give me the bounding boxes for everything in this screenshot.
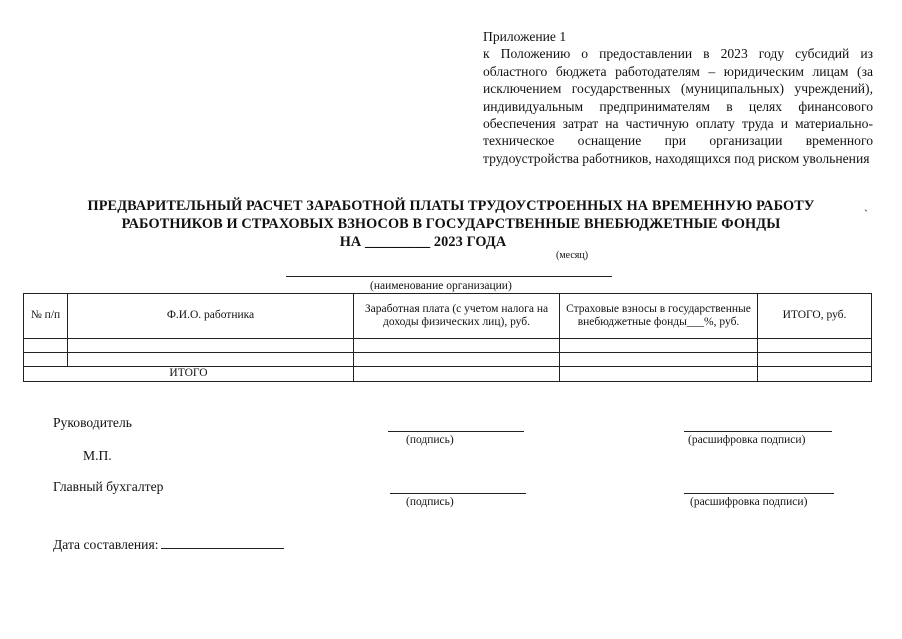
title-line-2: РАБОТНИКОВ И СТРАХОВЫХ ВЗНОСОВ В ГОСУДАРСТВЕННЫЕ ВНЕБЮДЖЕТНЫЕ ФОНДЫ xyxy=(121,216,781,232)
table-cell[interactable] xyxy=(354,339,560,353)
table-cell[interactable] xyxy=(354,353,560,367)
table-cell[interactable] xyxy=(68,339,354,353)
header-number: № п/п xyxy=(24,294,68,339)
appendix-block xyxy=(483,28,873,167)
accountant-decoding-line[interactable] xyxy=(684,493,834,494)
accountant-decoding-note: (расшифровка подписи) xyxy=(690,496,808,508)
document-title xyxy=(0,197,902,251)
table-cell[interactable] xyxy=(560,353,758,367)
total-contributions-cell[interactable] xyxy=(560,367,758,382)
table-cell[interactable] xyxy=(24,339,68,353)
date-row xyxy=(53,536,284,553)
table-total-row xyxy=(24,367,872,382)
month-note: (месяц) xyxy=(556,250,589,261)
head-label: Руководитель xyxy=(53,415,132,430)
accountant-signature-line[interactable] xyxy=(390,493,526,494)
table-cell[interactable] xyxy=(560,339,758,353)
total-label: ИТОГО xyxy=(24,367,354,382)
table-cell[interactable] xyxy=(24,353,68,367)
appendix-heading: Приложение 1 xyxy=(483,29,567,44)
head-signature-note: (подпись) xyxy=(406,434,454,446)
date-field[interactable] xyxy=(161,536,284,549)
organization-name-line[interactable] xyxy=(286,276,612,277)
appendix-text: к Положению о предоставлении в 2023 году субсидий из областного бюджета работодателям – юридическим лицам (за исключением государственных (муниципальных) учреждений), индивидуальным предпринимателям в целях финансового обеспечения затрат на частичную оплату труда и материально-техническое оснащение при организации временного трудоустройства работников, находящихся под риском увольнения xyxy=(483,46,873,166)
header-contributions: Страховые взносы в государственные внебюджетные фонды___%, руб. xyxy=(560,294,758,339)
salary-table xyxy=(23,293,872,382)
title-line-1: ПРЕДВАРИТЕЛЬНЫЙ РАСЧЕТ ЗАРАБОТНОЙ ПЛАТЫ ТРУДОУСТРОЕННЫХ НА ВРЕМЕННУЮ РАБОТУ xyxy=(87,198,815,214)
head-decoding-note: (расшифровка подписи) xyxy=(688,434,806,446)
head-signature-line[interactable] xyxy=(388,431,524,432)
accountant-signature-note: (подпись) xyxy=(406,496,454,508)
stray-mark: ` xyxy=(864,207,868,221)
table-cell[interactable] xyxy=(758,353,872,367)
organization-note: (наименование организации) xyxy=(370,280,512,292)
table-header-row xyxy=(24,294,872,339)
header-salary: Заработная плата (с учетом налога на доходы физических лиц), руб. xyxy=(354,294,560,339)
table-row xyxy=(24,353,872,367)
table-row xyxy=(24,339,872,353)
table-cell[interactable] xyxy=(68,353,354,367)
header-name: Ф.И.О. работника xyxy=(68,294,354,339)
head-decoding-line[interactable] xyxy=(684,431,832,432)
date-label: Дата составления: xyxy=(53,537,159,552)
accountant-label: Главный бухгалтер xyxy=(53,479,164,494)
header-total: ИТОГО, руб. xyxy=(758,294,872,339)
total-salary-cell[interactable] xyxy=(354,367,560,382)
title-line-3: НА _________ 2023 ГОДА xyxy=(339,234,507,250)
total-sum-cell[interactable] xyxy=(758,367,872,382)
table-cell[interactable] xyxy=(758,339,872,353)
stamp-label: М.П. xyxy=(83,448,112,463)
